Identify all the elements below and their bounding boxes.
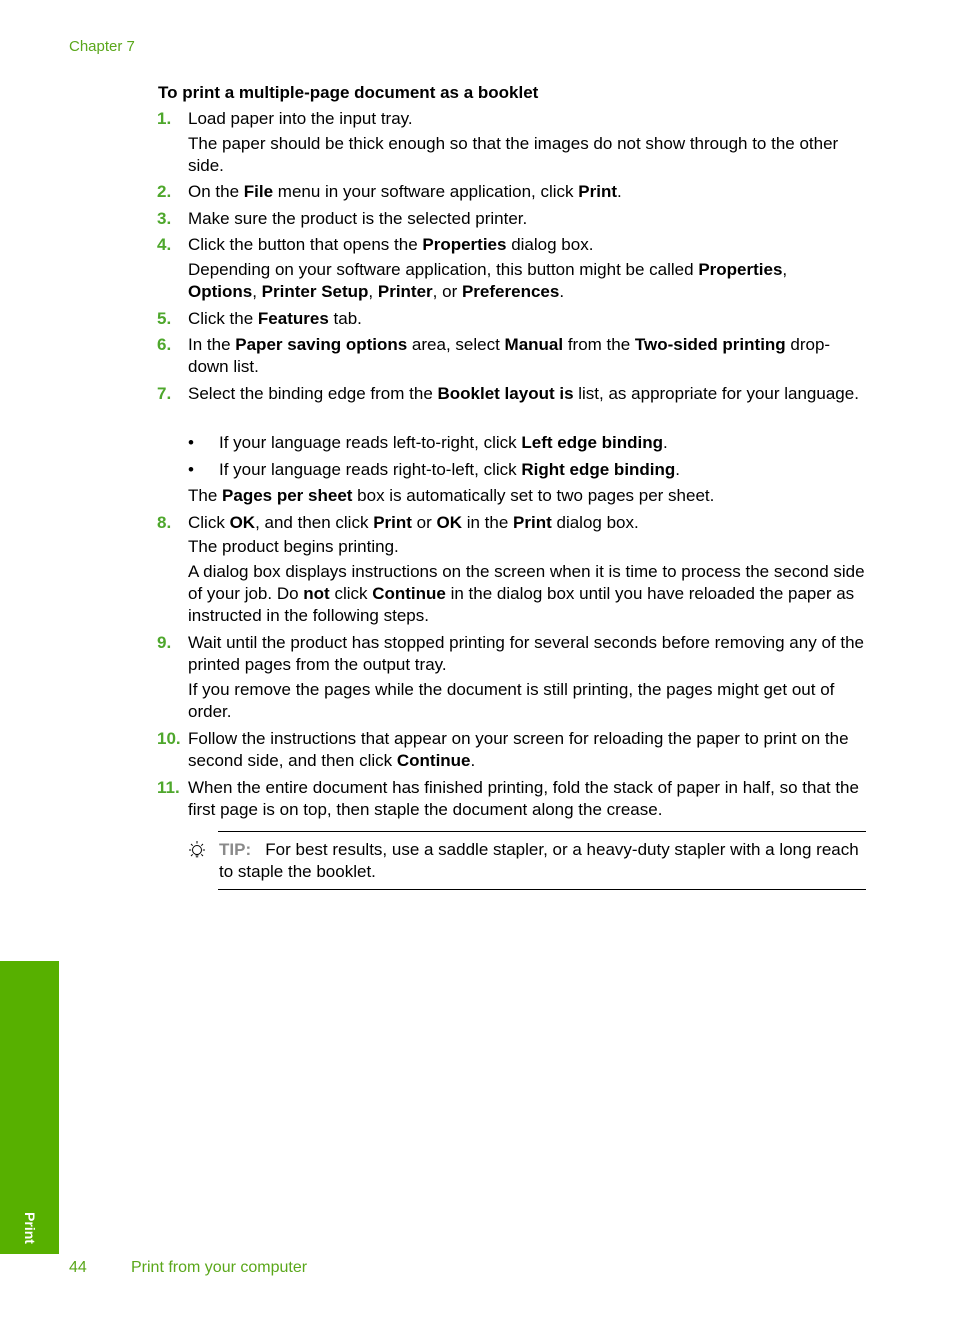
step-number: 9. bbox=[157, 633, 172, 652]
bullet-item: If your language reads left-to-right, click Left edge binding. bbox=[219, 433, 668, 452]
tip-text: TIP: For best results, use a saddle stapler, or a heavy-duty stapler with a long reach to staple the booklet. bbox=[219, 840, 859, 881]
step-detail: Depending on your software application, this button might be called Properties, Options, Printer Setup, Printer, or Preferences. bbox=[188, 260, 788, 301]
step-number: 2. bbox=[157, 182, 172, 201]
bullet-marker: • bbox=[188, 433, 194, 452]
step-text: Click OK, and then click Print or OK in the Print dialog box. bbox=[188, 513, 639, 532]
step-number: 11. bbox=[157, 778, 180, 797]
step-text: Wait until the product has stopped printing for several seconds before removing any of the printed pages from the output tray. bbox=[188, 633, 864, 674]
step-detail: The Pages per sheet box is automatically set to two pages per sheet. bbox=[188, 486, 715, 505]
step-text: Load paper into the input tray. bbox=[188, 109, 413, 128]
bullet-item: If your language reads right-to-left, click Right edge binding. bbox=[219, 460, 681, 479]
step-detail: The product begins printing. bbox=[188, 537, 399, 556]
step-text: Follow the instructions that appear on your screen for reloading the paper to print on the second side, and then click Continue. bbox=[188, 729, 849, 770]
step-detail: If you remove the pages while the document is still printing, the pages might get out of order. bbox=[188, 680, 835, 721]
step-number: 3. bbox=[157, 209, 172, 228]
step-number: 6. bbox=[157, 335, 172, 354]
step-number: 5. bbox=[157, 309, 172, 328]
side-tab-label: Print bbox=[22, 1212, 38, 1244]
footer-section-title: Print from your computer bbox=[131, 1259, 308, 1276]
step-number: 8. bbox=[157, 513, 172, 532]
tip-bottom-rule bbox=[218, 889, 866, 890]
bullet-marker: • bbox=[188, 460, 194, 479]
step-number: 4. bbox=[157, 235, 172, 254]
lightbulb-icon bbox=[186, 840, 208, 862]
tip-label: TIP: bbox=[219, 840, 252, 859]
step-text: Click the button that opens the Properties dialog box. bbox=[188, 235, 594, 254]
step-text: In the Paper saving options area, select Manual from the Two-sided printing drop-down list. bbox=[188, 335, 831, 376]
step-number: 10. bbox=[157, 729, 181, 748]
step-detail: A dialog box displays instructions on the screen when it is time to process the second side of your job. Do not click Continue in the dialog box until you have reloaded the paper as instructed in the following steps. bbox=[188, 562, 865, 625]
step-text: On the File menu in your software application, click Print. bbox=[188, 182, 622, 201]
chapter-label: Chapter 7 bbox=[69, 38, 135, 55]
step-text: Make sure the product is the selected printer. bbox=[188, 209, 528, 228]
tip-top-rule bbox=[218, 831, 866, 832]
step-text: When the entire document has finished printing, fold the stack of paper in half, so that the first page is on top, then staple the document along the crease. bbox=[188, 778, 859, 819]
page-number: 44 bbox=[69, 1259, 87, 1276]
step-detail: The paper should be thick enough so that the images do not show through to the other side. bbox=[188, 134, 839, 175]
section-heading: To print a multiple-page document as a booklet bbox=[158, 83, 539, 102]
side-tab bbox=[0, 961, 59, 1254]
step-number: 1. bbox=[157, 109, 172, 128]
step-text: Select the binding edge from the Booklet layout is list, as appropriate for your language. bbox=[188, 384, 859, 403]
step-text: Click the Features tab. bbox=[188, 309, 362, 328]
step-number: 7. bbox=[157, 384, 172, 403]
